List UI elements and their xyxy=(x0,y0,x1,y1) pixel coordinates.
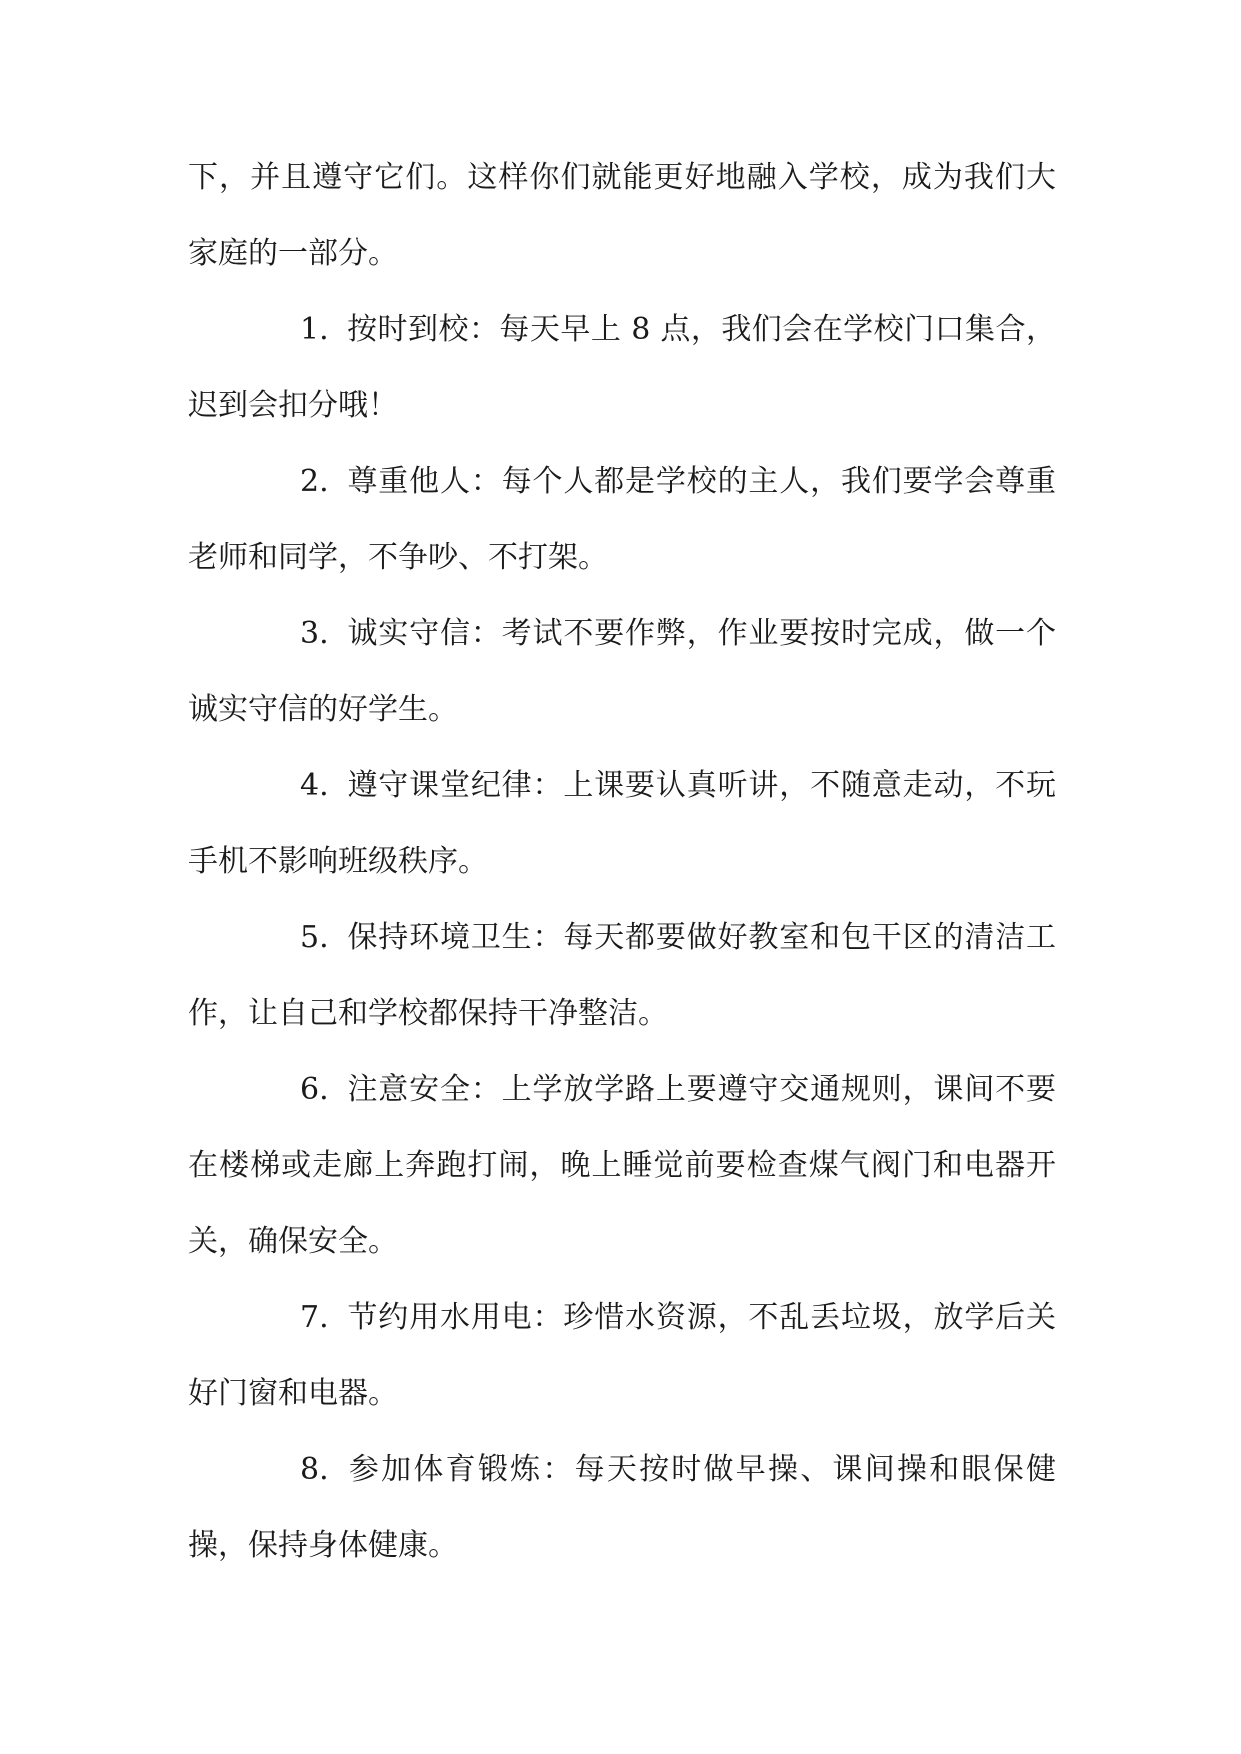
rule-text: 诚实守信：考试不要作弊，作业要按时完成，做一个诚实守信的好学生。 xyxy=(188,616,1056,727)
rule-item-2 xyxy=(188,444,1056,596)
rule-text: 遵守课堂纪律：上课要认真听讲，不随意走动，不玩手机不影响班级秩序。 xyxy=(188,768,1056,879)
rule-number: 8. xyxy=(300,1452,329,1487)
rule-item-8 xyxy=(188,1432,1056,1584)
rule-number: 3. xyxy=(300,616,329,651)
rule-number: 6. xyxy=(300,1072,329,1107)
rule-text: 节约用水用电：珍惜水资源，不乱丢垃圾，放学后关好门窗和电器。 xyxy=(188,1300,1056,1411)
rule-item-3 xyxy=(188,596,1056,748)
rule-item-4 xyxy=(188,748,1056,900)
rule-text: 尊重他人：每个人都是学校的主人，我们要学会尊重老师和同学，不争吵、不打架。 xyxy=(188,464,1056,575)
rule-text: 参加体育锻炼：每天按时做早操、课间操和眼保健操，保持身体健康。 xyxy=(188,1452,1056,1563)
intro-paragraph: 下，并且遵守它们。这样你们就能更好地融入学校，成为我们大家庭的一部分。 xyxy=(188,160,1056,271)
rule-item-5 xyxy=(188,900,1056,1052)
rule-text: 按时到校：每天早上 8 点，我们会在学校门口集合，迟到会扣分哦！ xyxy=(188,312,1056,423)
rule-number: 5. xyxy=(300,920,329,955)
rule-number: 7. xyxy=(300,1300,329,1335)
document-body xyxy=(188,140,1056,1584)
rule-item-1 xyxy=(188,292,1056,444)
rule-text: 保持环境卫生：每天都要做好教室和包干区的清洁工作，让自己和学校都保持干净整洁。 xyxy=(188,920,1056,1031)
rule-number: 2. xyxy=(300,464,329,499)
rule-text: 注意安全：上学放学路上要遵守交通规则，课间不要在楼梯或走廊上奔跑打闹，晚上睡觉前要检查煤气阀门和电器开关，确保安全。 xyxy=(188,1072,1056,1259)
rule-item-7 xyxy=(188,1280,1056,1432)
rule-number: 4. xyxy=(300,768,329,803)
rule-item-6 xyxy=(188,1052,1056,1280)
rule-number: 1. xyxy=(300,312,329,347)
